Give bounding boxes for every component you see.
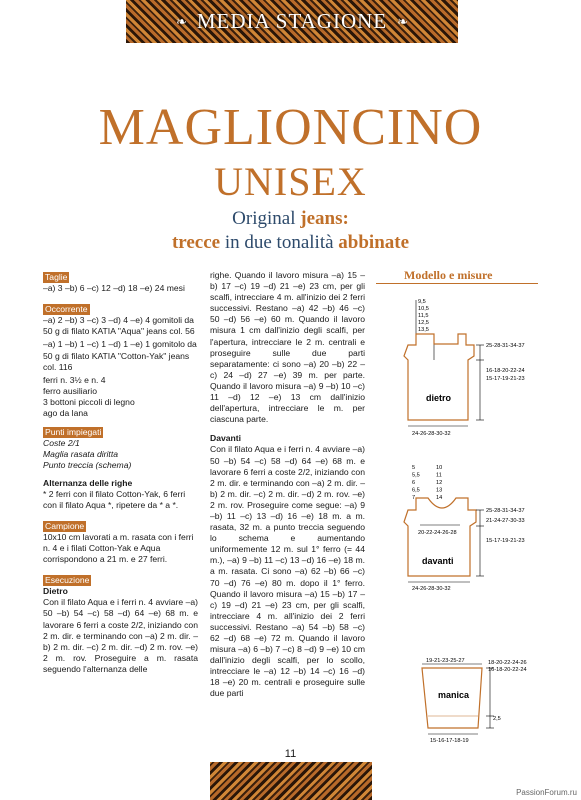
subtitle-line-2 xyxy=(0,232,581,254)
back-text-continued: righe. Quando il lavoro misura –a) 15 –b) 17 –c) 19 –d) 21 –e) 23 cm, per gli scalfi, intrecciare 4 m. all'inizio dei 2 ferri successivi. Restano –a) 42 –b) 46 –c) 50 –d) 56 –e) 60 m. Quando il lavoro misura 1 cm dall'inizio degli scalfi, per l'apertura, intrecciare le 2 m. centrali e proseguire sulle due parti separatamente: ci sono –a) 20 –b) 22 –c) 24 –d) 27 –e) 39 m. per parte. Quando il lavoro misura –a) 9 –b) 10 –c) 11 –d) 12 –e) 13 cm dall'inizio dell'apertura, intrecciare le m. per ciascuna parte. xyxy=(210,270,365,425)
header-banner xyxy=(126,0,458,43)
front-neck-width-value: 14 xyxy=(436,495,443,501)
back-opening-value: 13,5 xyxy=(418,327,429,333)
stripe-text: * 2 ferri con il filato Cotton-Yak, 6 ferri con il filato Aqua *, ripetere da * a *. xyxy=(43,488,186,510)
esecuzione-label: Esecuzione xyxy=(45,575,90,586)
front-text: Con il filato Aqua e i ferri n. 4 avviare –a) 50 –b) 54 –c) 58 –d) 64 –e) 68 m. e lavorare 6 ferri a coste 2/2, iniziando con 2 m. dir. e terminando con –a) 2 m. dir. –b) 2 m. dir. –c) 2 m. dir. –d) 2 m. rov. –e) 2 m. rov. Proseguire come segue: –a) 9 –b) 11 –c) 13 –d) 16 –e) 18 m. a m. rasata, 32 m. a punto treccia seguendo lo schema e aumentando uniformemente 12 m. sul 1° ferro (= 44 m.), –a) 9 –b) 11 –c) 13 –d) 16 –e) 18 m. a m. rasata. Ci sono –a) 62 –b) 66 –c) 70 –d) 76 –e) 80 m. dopo il 1° ferro. Quando il lavoro misura –a) 15 –b) 17 –c) 19 –d) 21 –e) 23 cm, per gli scalfi, intrecciare 4 m. all'inizio dei 2 ferri successivi. Restano –a) 54 –b) 58 –c) 62 –d) 68 –e) 72 m. Quando il lavoro misura –a) 6 –b) 7 –c) 8 –d) 9 –e) 10 cm dall'inizio degli scalfi, per lo scollo, intrecciare le –a) 12 –b) 14 –c) 16 –d) 18 –e) 20 m. centrali e proseguire sulle due parti xyxy=(210,444,365,699)
punti-label: Punti impiegati xyxy=(45,427,102,438)
front-schematic xyxy=(404,498,525,592)
sleeve-top-label: 19-21-23-25-27 xyxy=(426,658,465,664)
sleeve-length-label-2: 16-18-20-22-24 xyxy=(488,667,527,673)
front-length-label: 25-28-31-34-37 xyxy=(486,508,525,514)
instructions-column-1 xyxy=(43,270,198,675)
materials-line: –a) 2 –b) 3 –c) 3 –d) 4 –e) 4 gomitoli da 50 g di filato KATIA "Aqua" jeans col. 56 xyxy=(43,315,195,337)
section-title: MEDIA STAGIONE xyxy=(196,9,388,33)
subtitle-highlight: trecce xyxy=(171,232,221,253)
campione-label: Campione xyxy=(45,520,85,531)
materials-line: ferro ausiliario xyxy=(43,385,97,396)
front-neck-width-value: 11 xyxy=(436,472,442,479)
back-opening-value: 11,5 xyxy=(418,313,429,319)
page-title: MAGLIONCINO xyxy=(98,99,483,156)
front-label: davanti xyxy=(422,556,454,566)
model-title: Modello e misure xyxy=(404,268,493,282)
page-title-second-line: UNISEX xyxy=(214,159,367,204)
front-neck-depth-value: 7 xyxy=(412,495,416,501)
sleeve-cuff-label: 2,5 xyxy=(493,716,501,722)
stripe-heading: Alternanza delle righe xyxy=(43,477,133,488)
back-width-label: 24-26-28-30-32 xyxy=(412,431,451,437)
instructions-column-2 xyxy=(210,270,365,700)
back-opening-value: 10,5 xyxy=(418,306,429,312)
back-opening-value: 12,5 xyxy=(418,320,429,326)
page-number: 11 xyxy=(284,748,297,760)
materials-line: –a) 1 –b) 1 –c) 1 –d) 1 –e) 1 gomitolo da 50 g di filato KATIA "Cotton-Yak" jeans col. 116 xyxy=(43,339,197,372)
sizes-text: –a) 3 –b) 6 –c) 12 –d) 18 –e) 24 mesi xyxy=(43,283,185,294)
leaf-ornament-icon: ❧ xyxy=(397,13,409,29)
watermark: PassionForum.ru xyxy=(516,788,577,797)
stitch-item: Punto treccia (schema) xyxy=(43,460,132,471)
front-neck-width-value: 13 xyxy=(436,487,443,494)
front-side-label: 15-17-19-21-23 xyxy=(486,538,525,544)
divider xyxy=(376,283,538,284)
back-side-label: 15-17-19-21-23 xyxy=(486,376,525,382)
front-width-label: 24-26-28-30-32 xyxy=(412,586,451,592)
occorrente-label: Occorrente xyxy=(45,304,88,315)
subtitle-line-1 xyxy=(0,208,581,230)
sleeve-width-label: 15-16-17-18-19 xyxy=(430,738,469,744)
footer-pattern xyxy=(210,762,372,800)
gauge-text: 10x10 cm lavorati a m. rasata con i ferri n. 4 e i filati Cotton-Yak e Aqua corrispondono a 21 m. e 27 ferri. xyxy=(43,531,194,565)
leaf-ornament-icon: ❧ xyxy=(175,13,187,29)
front-heading: Davanti xyxy=(210,433,242,444)
sleeve-length-label: 18-20-22-24-26 xyxy=(488,660,527,666)
back-opening-value: 9,5 xyxy=(418,299,426,305)
schematic-diagrams xyxy=(372,290,542,745)
stitch-item: Maglia rasata diritta xyxy=(43,449,118,460)
back-armhole-label: 16-18-20-22-24 xyxy=(486,368,525,374)
sleeve-label: manica xyxy=(438,690,470,700)
subtitle-highlight: jeans: xyxy=(300,208,349,229)
subtitle-text: in due tonalità xyxy=(220,232,339,253)
materials-line: ago da lana xyxy=(43,408,88,419)
front-neck-depth-value: 5,5 xyxy=(412,472,420,479)
stitch-item: Coste 2/1 xyxy=(43,438,80,449)
subtitle-text: Original xyxy=(232,208,301,229)
back-heading: Dietro xyxy=(43,586,68,597)
taglie-label: Taglie xyxy=(45,272,68,282)
sleeve-schematic xyxy=(422,658,527,744)
back-length-label: 25-28-31-34-37 xyxy=(486,343,525,349)
front-neck-depth-value: 6,5 xyxy=(412,487,420,494)
back-label: dietro xyxy=(426,393,452,403)
subtitle-highlight: abbinate xyxy=(338,232,410,253)
back-text: Con il filato Aqua e i ferri n. 4 avviare –a) 50 –b) 54 –c) 58 –d) 64 –e) 68 m. e lavorare 6 ferri a coste 2/2, iniziando con 2 m. dir. e terminando con –a) 2 m. dir. –b) 2 m. dir. –c) 2 m. dir. –d) 2 m. rov. –e) 2 m. rov. Proseguire a m. rasata seguendo l'alternanza delle xyxy=(43,597,198,674)
front-neck-depth-value: 5 xyxy=(412,465,416,471)
materials-line: ferri n. 3½ e n. 4 xyxy=(43,374,106,385)
front-neck-label: 20-22-24-26-28 xyxy=(418,530,457,536)
front-neck-width-value: 12 xyxy=(436,480,443,486)
front-neck-width-value: 10 xyxy=(436,465,443,471)
front-neck-depth-value: 6 xyxy=(412,480,416,486)
front-armhole-label: 21-24-27-30-33 xyxy=(486,518,525,524)
materials-line: 3 bottoni piccoli di legno xyxy=(43,396,135,407)
